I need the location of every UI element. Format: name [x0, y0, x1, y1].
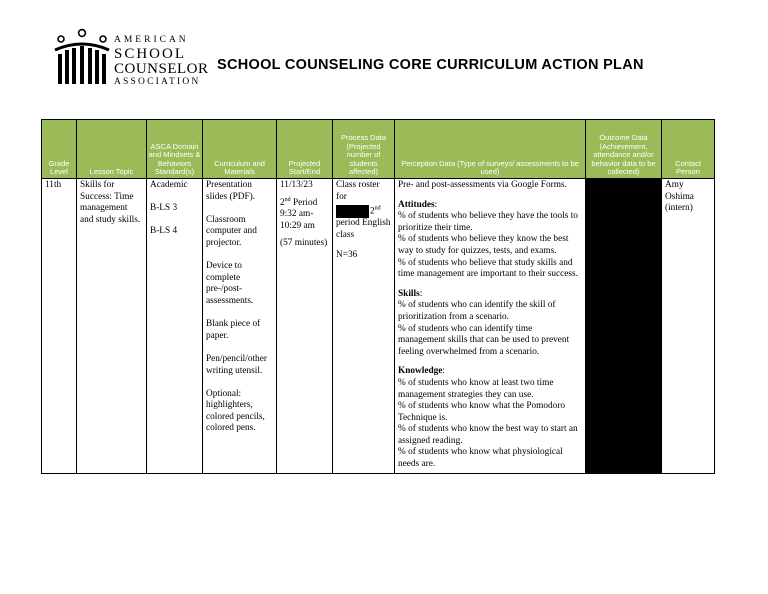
- logo-line-association: ASSOCIATION: [114, 76, 201, 87]
- perception-item: % of students who can identify time management skills that can be used to prevent feeling overwhelmed from a scenario.: [398, 323, 570, 357]
- asca-standard: B-LS 3: [150, 203, 178, 214]
- perception-item: % of students who know the best way to start an assigned reading.: [398, 424, 578, 446]
- perception-intro: Pre- and post-assessments via Google Forms.: [398, 180, 567, 190]
- perception-item: % of students who know at least two time management strategies they can use.: [398, 377, 554, 400]
- material-item: Pen/pencil/other writing utensil.: [206, 353, 267, 376]
- perception-item: % of students who believe that study skills and time management are important to their success.: [398, 257, 578, 280]
- counselor-figures-icon: [52, 28, 112, 86]
- page-title: SCHOOL COUNSELING CORE CURRICULUM ACTION PLAN: [217, 57, 644, 73]
- col-lesson-topic: Lesson Topic: [77, 120, 147, 179]
- period-word: Period: [292, 197, 318, 208]
- material-item: Blank piece of paper.: [206, 319, 261, 341]
- col-contact-person: Contact Person: [662, 120, 715, 179]
- col-process-data: Process Data (Projected number of students affected): [333, 120, 395, 179]
- col-outcome-data: Outcome Data (Achievement, attendance and/or behavior data to be collected): [586, 120, 662, 179]
- process-period: [336, 205, 391, 218]
- process-count: N=36: [336, 249, 358, 260]
- cell-lesson-topic: Skills for Success: Time management and study skills.: [77, 179, 147, 474]
- col-asca-standards: ASCA Domain and Mindsets & Behaviors Standard(s): [147, 120, 203, 179]
- skills-heading: Skills:: [398, 288, 423, 299]
- material-item: Optional: highlighters, colored pencils, colored pens.: [206, 388, 265, 434]
- perception-item: % of students who know what the Pomodoro Technique is.: [398, 401, 566, 423]
- cell-asca: [147, 179, 203, 474]
- col-perception-data: Perception Data (Type of surveys/ assessments to be used): [395, 120, 586, 179]
- knowledge-heading: Knowledge:: [398, 366, 446, 377]
- attitudes-heading: Attitudes:: [398, 199, 438, 210]
- period-suffix: nd: [284, 196, 291, 203]
- action-plan-table: [41, 119, 715, 474]
- process-period-suffix: nd: [374, 205, 381, 212]
- asca-logo: [52, 28, 210, 86]
- process-class: period English class: [336, 218, 391, 241]
- logo-line-american: AMERICAN: [114, 35, 189, 45]
- cell-projected: [277, 179, 333, 474]
- logo-line-school: SCHOOL: [114, 45, 187, 62]
- perception-item: % of students who can identify the skill of prioritization from a scenario.: [398, 300, 556, 322]
- col-curriculum-materials: Curriculum and Materials: [203, 120, 277, 179]
- header-row: [42, 120, 715, 179]
- logo-wordmark: [114, 36, 209, 87]
- redaction-block: [336, 205, 369, 218]
- table-row: [42, 179, 715, 474]
- cell-process: [333, 179, 395, 474]
- asca-standard: B-LS 4: [150, 226, 178, 237]
- perception-item: % of students who know what physiological needs are.: [398, 447, 563, 470]
- logo-line-counselor: COUNSELOR: [114, 60, 209, 77]
- process-roster: Class roster for: [336, 180, 380, 202]
- cell-perception: [395, 179, 586, 474]
- material-item: Classroom computer and projector.: [206, 214, 257, 248]
- projected-date: 11/13/23: [280, 180, 313, 190]
- cell-grade: 11th: [42, 179, 77, 474]
- material-item: Device to complete pre-/post-assessments.: [206, 261, 254, 306]
- projected-period: [280, 198, 329, 210]
- perception-item: % of students who believe they know the best way to study for quizzes, tests, and exams.: [398, 234, 569, 256]
- col-grade-level: Grade Level: [42, 120, 77, 179]
- process-period-number: 2: [370, 206, 375, 217]
- period-number: 2: [280, 197, 285, 208]
- cell-contact: Amy Oshima (intern): [662, 179, 715, 474]
- projected-time: 9:32 am-10:29 am: [280, 209, 315, 231]
- col-projected-start-end: Projected Start/End: [277, 120, 333, 179]
- material-item: Presentation slides (PDF).: [206, 180, 256, 202]
- cell-outcome-redacted: [586, 179, 662, 474]
- perception-item: % of students who believe they have the tools to prioritize their time.: [398, 211, 578, 233]
- asca-domain: Academic: [150, 180, 188, 190]
- projected-duration: (57 minutes): [280, 238, 328, 249]
- cell-materials: [203, 179, 277, 474]
